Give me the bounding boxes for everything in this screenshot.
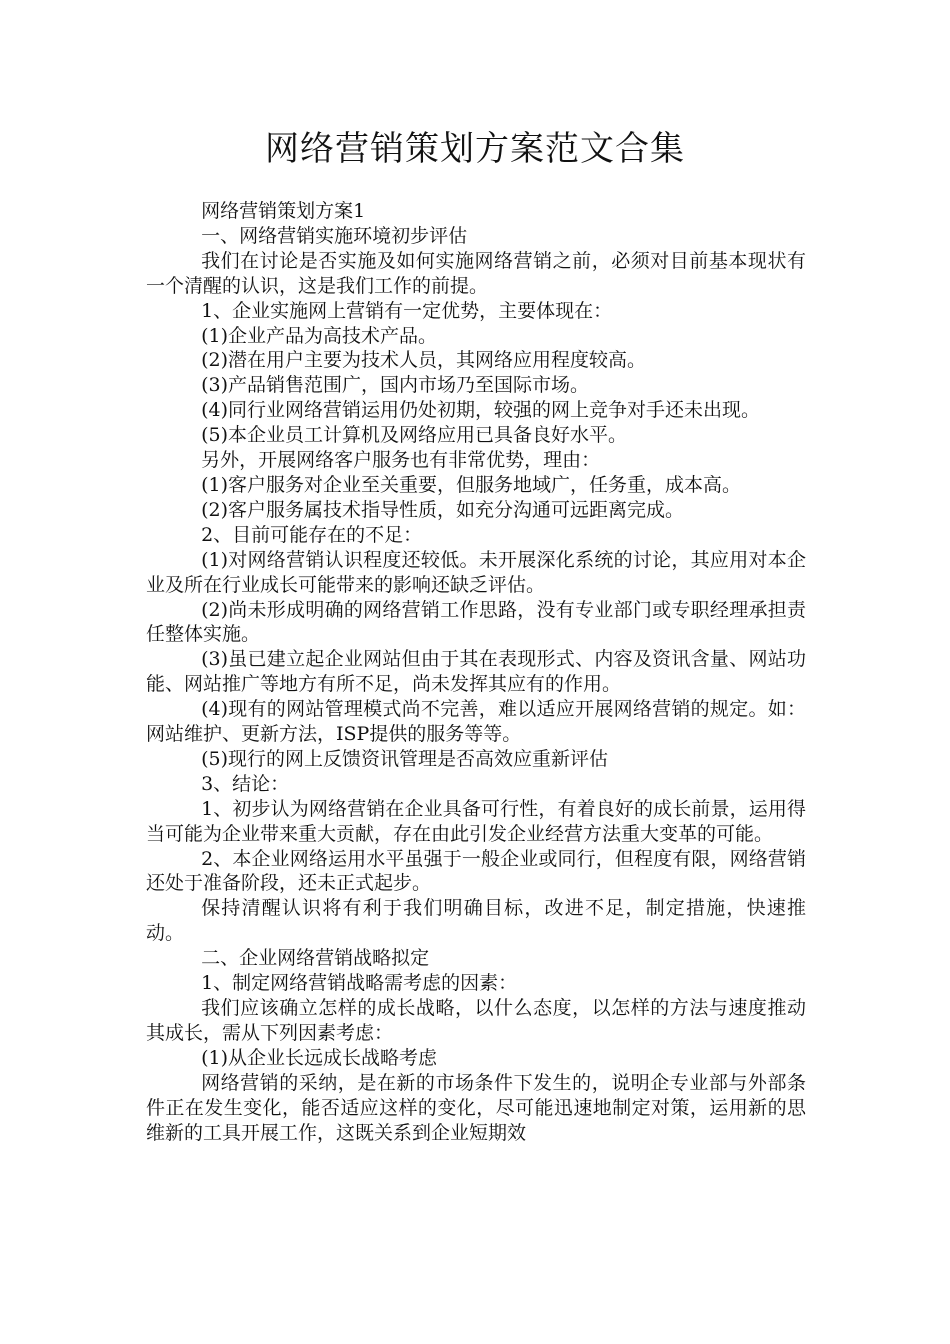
paragraph: (5)现行的网上反馈资讯管理是否高效应重新评估 [201,747,609,770]
paragraph: 3、结论： [201,772,290,795]
paragraph: (1)从企业长远成长战略考虑 [201,1046,438,1069]
paragraph: 1、初步认为网络营销在企业具备可行性，有着良好的成长前景，运用得当可能为企业带来重大贡献，存在由此引发企业经营方法重大变革的可能。 [146,797,806,845]
paragraph: 一、网络营销实施环境初步评估 [201,224,468,247]
document-body [146,199,806,1145]
paragraph: 我们在讨论是否实施及如何实施网络营销之前，必须对目前基本现状有一个清醒的认识，这是我们工作的前提。 [146,249,806,297]
paragraph: 网络营销策划方案1 [201,200,366,222]
paragraph: (5)本企业员工计算机及网络应用已具备良好水平。 [201,424,628,447]
paragraph: (4)现有的网站管理模式尚不完善，难以适应开展网络营销的规定。如：网站维护、更新方法，ISP提供的服务等等。 [146,698,806,746]
paragraph: 2、目前可能存在的不足： [201,523,423,546]
paragraph: 2、本企业网络运用水平虽强于一般企业或同行，但程度有限，网络营销还处于准备阶段，还未正式起步。 [146,847,806,895]
paragraph: 1、制定网络营销战略需考虑的因素： [201,972,518,995]
paragraph: 保持清醒认识将有利于我们明确目标，改进不足，制定措施，快速推动。 [146,897,806,945]
paragraph: (2)客户服务属技术指导性质，如充分沟通可远距离完成。 [201,498,685,521]
paragraph: (2)尚未形成明确的网络营销工作思路，没有专业部门或专职经理承担责任整体实施。 [146,598,806,646]
paragraph: (4)同行业网络营销运用仍处初期，较强的网上竞争对手还未出现。 [201,399,761,422]
paragraph: 1、企业实施网上营销有一定优势，主要体现在： [201,299,613,322]
paragraph: (3)虽已建立起企业网站但由于其在表现形式、内容及资讯含量、网站功能、网站推广等地方有所不足，尚未发挥其应有的作用。 [146,648,806,696]
paragraph: 我们应该确立怎样的成长战略，以什么态度，以怎样的方法与速度推动其成长，需从下列因素考虑： [146,997,806,1044]
paragraph: (1)客户服务对企业至关重要，但服务地域广，任务重，成本高。 [201,473,742,496]
paragraph: (3)产品销售范围广，国内市场乃至国际市场。 [201,374,590,397]
paragraph: (1)对网络营销认识程度还较低。未开展深化系统的讨论，其应用对本企业及所在行业成长可能带来的影响还缺乏评估。 [146,548,806,596]
page-title: 网络营销策划方案范文合集 [265,129,685,169]
paragraph: 网络营销的采纳，是在新的市场条件下发生的，说明企专业部与外部条件正在发生变化，能否适应这样的变化，尽可能迅速地制定对策，运用新的思维新的工具开展工作，这既关系到企业短期效 [146,1071,806,1144]
paragraph: 另外，开展网络客户服务也有非常优势，理由： [201,449,601,472]
paragraph: 二、企业网络营销战略拟定 [201,947,430,970]
paragraph: (2)潜在用户主要为技术人员，其网络应用程度较高。 [201,349,647,372]
paragraph: (1)企业产品为高技术产品。 [201,324,438,347]
